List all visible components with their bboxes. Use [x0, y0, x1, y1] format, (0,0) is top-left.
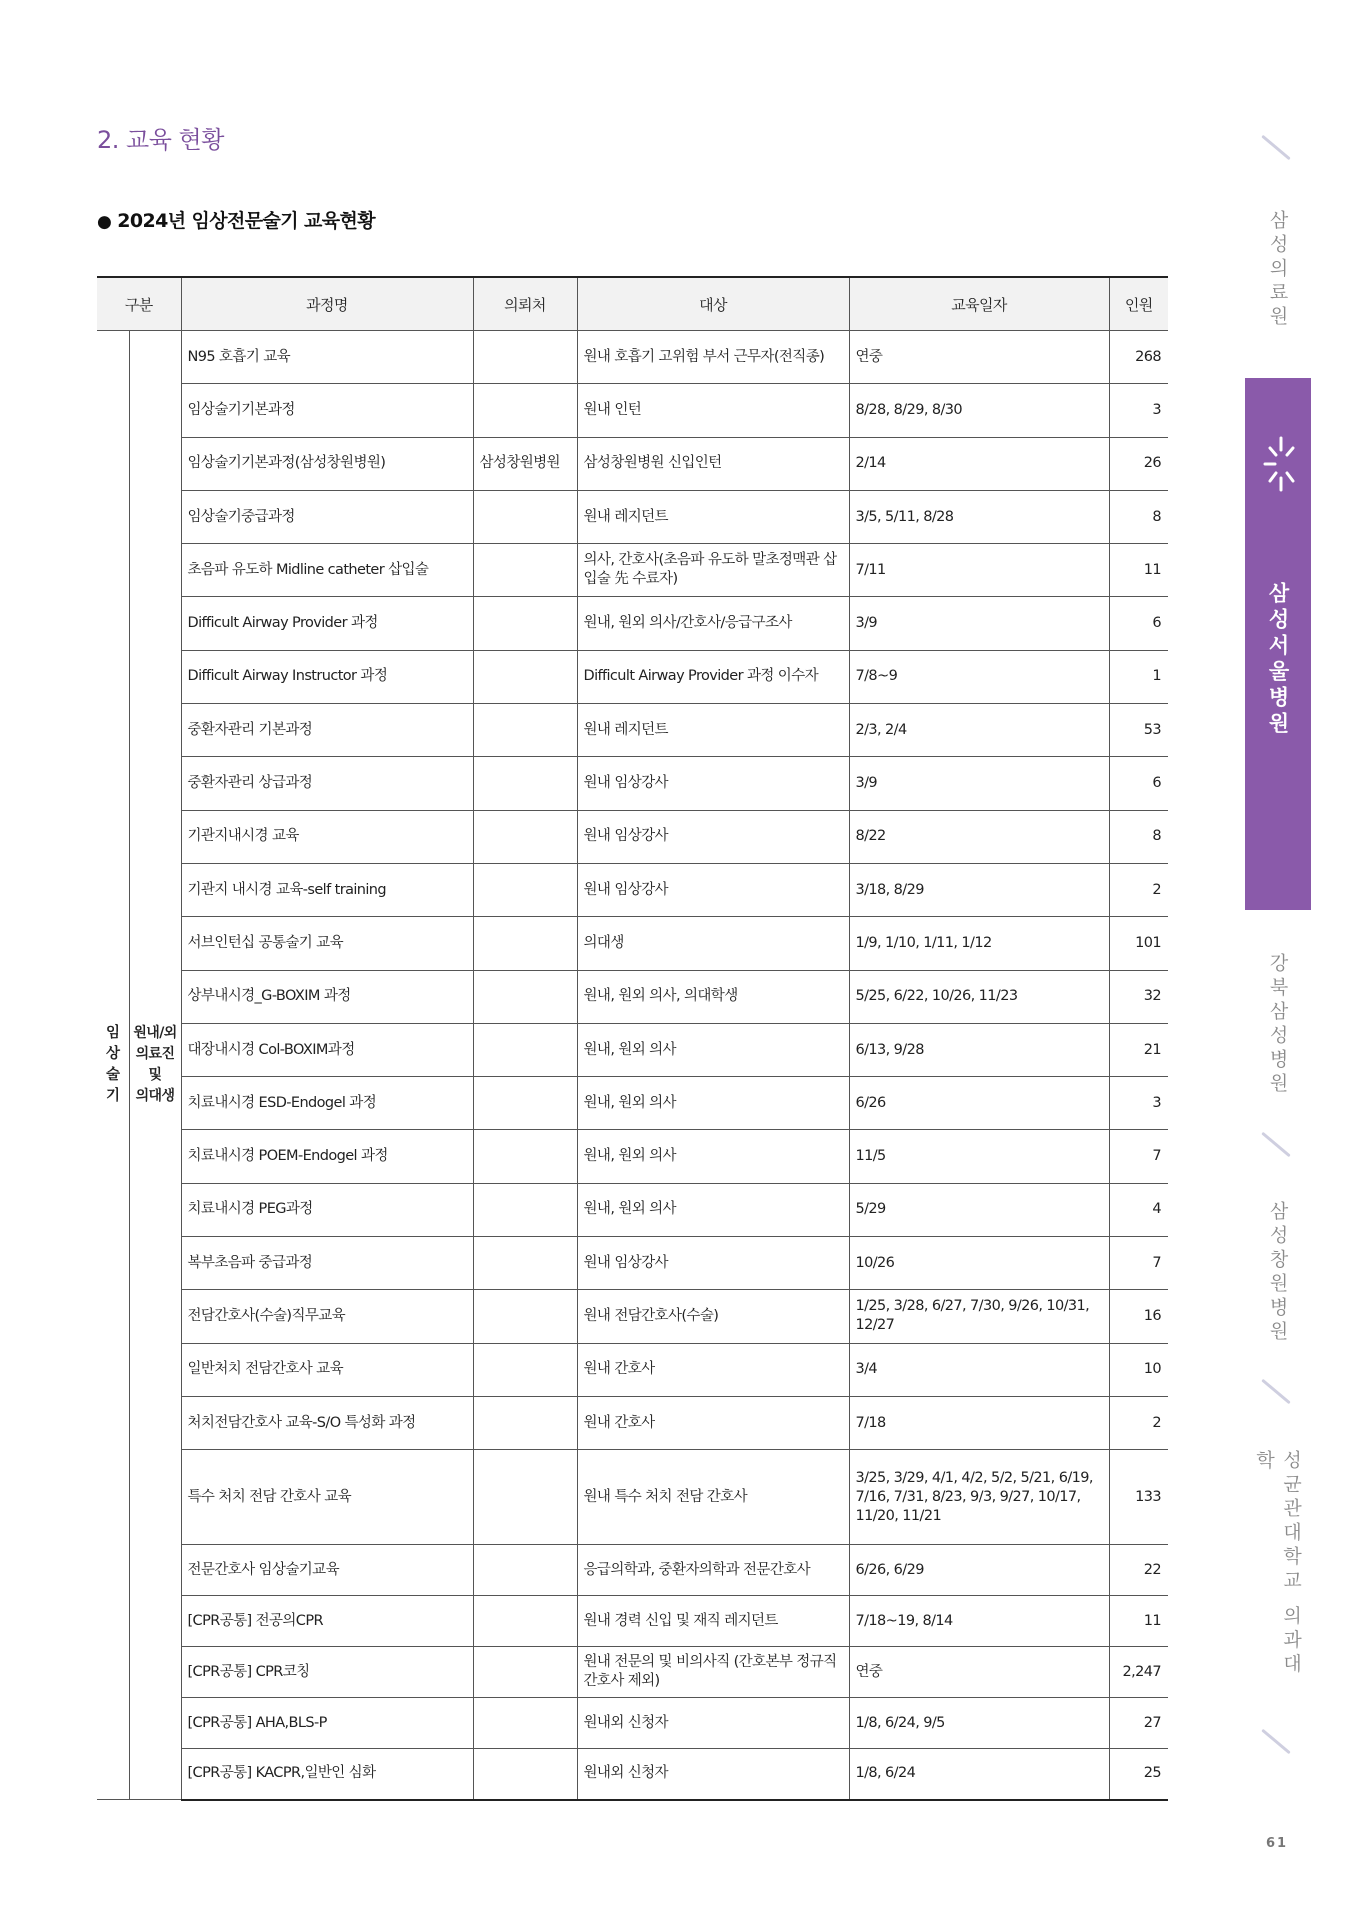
target-cell: 의사, 간호사(초음파 유도하 말초정맥관 삽입술 先 수료자) — [577, 544, 849, 597]
table-row — [97, 650, 1168, 703]
requester-cell — [473, 544, 577, 597]
target-cell: 원내 경력 신입 및 재직 레지던트 — [577, 1596, 849, 1647]
requester-cell — [473, 863, 577, 916]
target-cell: 원내 레지던트 — [577, 490, 849, 543]
course-cell: Difficult Airway Instructor 과정 — [181, 650, 473, 703]
dates-cell: 7/8~9 — [849, 650, 1109, 703]
course-cell: 전문간호사 임상술기교육 — [181, 1545, 473, 1596]
course-cell: 중환자관리 기본과정 — [181, 704, 473, 757]
dates-cell: 2/3, 2/4 — [849, 704, 1109, 757]
target-cell: 원내, 원외 의사 — [577, 1130, 849, 1183]
education-table — [97, 276, 1168, 1801]
target-cell: 원내, 원외 의사, 의대학생 — [577, 970, 849, 1023]
count-cell: 2,247 — [1109, 1647, 1168, 1698]
requester-cell — [473, 1596, 577, 1647]
count-cell: 16 — [1109, 1290, 1168, 1343]
requester-cell — [473, 1698, 577, 1749]
table-row — [97, 1596, 1168, 1647]
dates-cell: 3/25, 3/29, 4/1, 4/2, 5/2, 5/21, 6/19, 7/16, 7/31, 8/23, 9/3, 9/27, 10/17, 11/20, 11/21 — [849, 1450, 1109, 1545]
header-course: 과정명 — [181, 277, 473, 331]
dates-cell: 6/26, 6/29 — [849, 1545, 1109, 1596]
table-row — [97, 1023, 1168, 1076]
divider-slash-icon — [1261, 135, 1291, 160]
dates-cell: 7/18 — [849, 1396, 1109, 1449]
category-level1-cell: 임 상 술 기 — [97, 331, 129, 1800]
count-cell: 6 — [1109, 597, 1168, 650]
requester-cell — [473, 1545, 577, 1596]
target-cell: 원내외 신청자 — [577, 1698, 849, 1749]
course-cell: 임상술기기본과정 — [181, 384, 473, 437]
side-tab-label: 성균관대학교 의과대학 — [1253, 1450, 1302, 1678]
table-row — [97, 1343, 1168, 1396]
dates-cell: 5/25, 6/22, 10/26, 11/23 — [849, 970, 1109, 1023]
target-cell: 원내, 원외 의사/간호사/응급구조사 — [577, 597, 849, 650]
course-cell: [CPR공통] KACPR,일반인 심화 — [181, 1749, 473, 1800]
target-cell: 원내 임상강사 — [577, 757, 849, 810]
divider-slash-icon — [1261, 1379, 1291, 1404]
course-cell: [CPR공통] AHA,BLS-P — [181, 1698, 473, 1749]
divider-slash-icon — [1261, 1729, 1291, 1754]
dates-cell: 3/9 — [849, 757, 1109, 810]
requester-cell — [473, 1077, 577, 1130]
requester-cell — [473, 384, 577, 437]
requester-cell — [473, 917, 577, 970]
course-cell: 상부내시경_G-BOXIM 과정 — [181, 970, 473, 1023]
dates-cell: 6/13, 9/28 — [849, 1023, 1109, 1076]
table-row — [97, 1130, 1168, 1183]
target-cell: 원내 임상강사 — [577, 1237, 849, 1290]
dates-cell: 5/29 — [849, 1183, 1109, 1236]
side-tab-label: 삼성창원병원 — [1266, 1201, 1289, 1345]
dates-cell: 2/14 — [849, 437, 1109, 490]
table-row — [97, 1290, 1168, 1343]
target-cell: 원내 간호사 — [577, 1343, 849, 1396]
table-row — [97, 810, 1168, 863]
count-cell: 25 — [1109, 1749, 1168, 1800]
page-number: 61 — [1266, 1836, 1289, 1851]
dates-cell: 11/5 — [849, 1130, 1109, 1183]
count-cell: 27 — [1109, 1698, 1168, 1749]
course-cell: 기관지 내시경 교육-self training — [181, 863, 473, 916]
dates-cell: 3/18, 8/29 — [849, 863, 1109, 916]
requester-cell — [473, 650, 577, 703]
count-cell: 8 — [1109, 490, 1168, 543]
target-cell: 원내 특수 처치 전담 간호사 — [577, 1450, 849, 1545]
course-cell: 전담간호사(수술)직무교육 — [181, 1290, 473, 1343]
count-cell: 2 — [1109, 863, 1168, 916]
requester-cell — [473, 704, 577, 757]
requester-cell — [473, 331, 577, 384]
table-row — [97, 1237, 1168, 1290]
requester-cell — [473, 810, 577, 863]
course-cell: 복부초음파 중급과정 — [181, 1237, 473, 1290]
requester-cell — [473, 1343, 577, 1396]
dates-cell: 7/18~19, 8/14 — [849, 1596, 1109, 1647]
requester-cell — [473, 1237, 577, 1290]
target-cell: 응급의학과, 중환자의학과 전문간호사 — [577, 1545, 849, 1596]
target-cell: 원내, 원외 의사 — [577, 1023, 849, 1076]
side-tab-kangbuk-samsung[interactable] — [1243, 950, 1313, 1100]
course-cell: 임상술기기본과정(삼성창원병원) — [181, 437, 473, 490]
count-cell: 6 — [1109, 757, 1168, 810]
header-requester: 의뢰처 — [473, 277, 577, 331]
requester-cell — [473, 1450, 577, 1545]
table-row — [97, 1545, 1168, 1596]
side-tab-label: 삼성의료원 — [1266, 210, 1289, 330]
count-cell: 4 — [1109, 1183, 1168, 1236]
count-cell: 21 — [1109, 1023, 1168, 1076]
course-cell: 기관지내시경 교육 — [181, 810, 473, 863]
course-cell: 대장내시경 Col-BOXIM과정 — [181, 1023, 473, 1076]
table-row — [97, 1698, 1168, 1749]
bullet-icon: ● — [97, 212, 112, 232]
table-row — [97, 1450, 1168, 1545]
requester-cell — [473, 490, 577, 543]
course-cell: N95 호흡기 교육 — [181, 331, 473, 384]
requester-cell — [473, 1396, 577, 1449]
count-cell: 1 — [1109, 650, 1168, 703]
course-cell: 서브인턴십 공통술기 교육 — [181, 917, 473, 970]
header-target: 대상 — [577, 277, 849, 331]
dates-cell: 연중 — [849, 331, 1109, 384]
requester-cell — [473, 1290, 577, 1343]
table-header-row — [97, 277, 1168, 331]
course-cell: 처치전담간호사 교육-S/O 특성화 과정 — [181, 1396, 473, 1449]
dates-cell: 3/5, 5/11, 8/28 — [849, 490, 1109, 543]
count-cell: 133 — [1109, 1450, 1168, 1545]
table-row — [97, 331, 1168, 384]
course-cell: 치료내시경 POEM-Endogel 과정 — [181, 1130, 473, 1183]
count-cell: 268 — [1109, 331, 1168, 384]
course-cell: 임상술기중급과정 — [181, 490, 473, 543]
dates-cell: 1/8, 6/24 — [849, 1749, 1109, 1800]
table-row — [97, 490, 1168, 543]
target-cell: 원내 임상강사 — [577, 810, 849, 863]
dates-cell: 10/26 — [849, 1237, 1109, 1290]
dates-cell: 8/28, 8/29, 8/30 — [849, 384, 1109, 437]
target-cell: 원내 레지던트 — [577, 704, 849, 757]
sub-title-text: 2024년 임상전문술기 교육현황 — [117, 210, 376, 232]
course-cell: 중환자관리 상급과정 — [181, 757, 473, 810]
dates-cell: 3/9 — [849, 597, 1109, 650]
target-cell: 원내 호흡기 고위험 부서 근무자(전직종) — [577, 331, 849, 384]
requester-cell — [473, 1183, 577, 1236]
count-cell: 11 — [1109, 544, 1168, 597]
requester-cell: 삼성창원병원 — [473, 437, 577, 490]
target-cell: 원내, 원외 의사 — [577, 1183, 849, 1236]
count-cell: 22 — [1109, 1545, 1168, 1596]
count-cell: 10 — [1109, 1343, 1168, 1396]
course-cell: 치료내시경 ESD-Endogel 과정 — [181, 1077, 473, 1130]
table-row — [97, 704, 1168, 757]
count-cell: 101 — [1109, 917, 1168, 970]
target-cell: 원내외 신청자 — [577, 1749, 849, 1800]
course-cell: 일반처치 전담간호사 교육 — [181, 1343, 473, 1396]
course-cell: 초음파 유도하 Midline catheter 삽입술 — [181, 544, 473, 597]
course-cell: Difficult Airway Provider 과정 — [181, 597, 473, 650]
requester-cell — [473, 1647, 577, 1698]
dates-cell: 7/11 — [849, 544, 1109, 597]
count-cell: 7 — [1109, 1130, 1168, 1183]
dates-cell: 3/4 — [849, 1343, 1109, 1396]
course-cell: [CPR공통] CPR코칭 — [181, 1647, 473, 1698]
category-level2-cell: 원내/외 의료진 및 의대생 — [129, 331, 181, 1800]
table-row — [97, 544, 1168, 597]
divider-slash-icon — [1261, 1132, 1291, 1157]
count-cell: 7 — [1109, 1237, 1168, 1290]
target-cell: 원내 전문의 및 비의사직 (간호본부 정규직 간호사 제외) — [577, 1647, 849, 1698]
requester-cell — [473, 1023, 577, 1076]
dates-cell: 6/26 — [849, 1077, 1109, 1130]
requester-cell — [473, 597, 577, 650]
side-tab-label: 강북삼성병원 — [1266, 953, 1289, 1097]
side-tab-label: 삼성서울병원 — [1266, 582, 1290, 738]
course-cell: 특수 처치 전담 간호사 교육 — [181, 1450, 473, 1545]
count-cell: 53 — [1109, 704, 1168, 757]
header-count: 인원 — [1109, 277, 1168, 331]
side-tab-samsung-changwon[interactable] — [1243, 1198, 1313, 1348]
requester-cell — [473, 970, 577, 1023]
target-cell: 원내 전담간호사(수술) — [577, 1290, 849, 1343]
dates-cell: 연중 — [849, 1647, 1109, 1698]
count-cell: 2 — [1109, 1396, 1168, 1449]
side-tab-skku-medicine[interactable] — [1243, 1450, 1313, 1690]
header-dates: 교육일자 — [849, 277, 1109, 331]
table-row — [97, 1396, 1168, 1449]
table-row — [97, 1749, 1168, 1800]
table-row — [97, 597, 1168, 650]
table-row — [97, 1077, 1168, 1130]
sparkle-icon — [1263, 436, 1299, 492]
side-tab-samsung-medical-center[interactable] — [1243, 200, 1313, 340]
header-category: 구분 — [97, 277, 181, 331]
table-row — [97, 917, 1168, 970]
count-cell: 32 — [1109, 970, 1168, 1023]
requester-cell — [473, 757, 577, 810]
dates-cell: 1/8, 6/24, 9/5 — [849, 1698, 1109, 1749]
target-cell: 원내 임상강사 — [577, 863, 849, 916]
course-cell: [CPR공통] 전공의CPR — [181, 1596, 473, 1647]
table-row — [97, 1647, 1168, 1698]
course-cell: 치료내시경 PEG과정 — [181, 1183, 473, 1236]
target-cell: 원내, 원외 의사 — [577, 1077, 849, 1130]
target-cell: Difficult Airway Provider 과정 이수자 — [577, 650, 849, 703]
table-row — [97, 384, 1168, 437]
count-cell: 11 — [1109, 1596, 1168, 1647]
dates-cell: 1/25, 3/28, 6/27, 7/30, 9/26, 10/31, 12/27 — [849, 1290, 1109, 1343]
count-cell: 26 — [1109, 437, 1168, 490]
table-row — [97, 970, 1168, 1023]
section-title: 2. 교육 현황 — [97, 126, 224, 154]
requester-cell — [473, 1749, 577, 1800]
target-cell: 의대생 — [577, 917, 849, 970]
count-cell: 3 — [1109, 384, 1168, 437]
count-cell: 8 — [1109, 810, 1168, 863]
table-row — [97, 437, 1168, 490]
sub-title — [97, 206, 375, 233]
side-tab-samsung-seoul-hospital[interactable] — [1245, 560, 1311, 760]
table-row — [97, 757, 1168, 810]
dates-cell: 8/22 — [849, 810, 1109, 863]
count-cell: 3 — [1109, 1077, 1168, 1130]
table-row — [97, 1183, 1168, 1236]
target-cell: 삼성창원병원 신입인턴 — [577, 437, 849, 490]
dates-cell: 1/9, 1/10, 1/11, 1/12 — [849, 917, 1109, 970]
table-row — [97, 863, 1168, 916]
requester-cell — [473, 1130, 577, 1183]
target-cell: 원내 인턴 — [577, 384, 849, 437]
target-cell: 원내 간호사 — [577, 1396, 849, 1449]
